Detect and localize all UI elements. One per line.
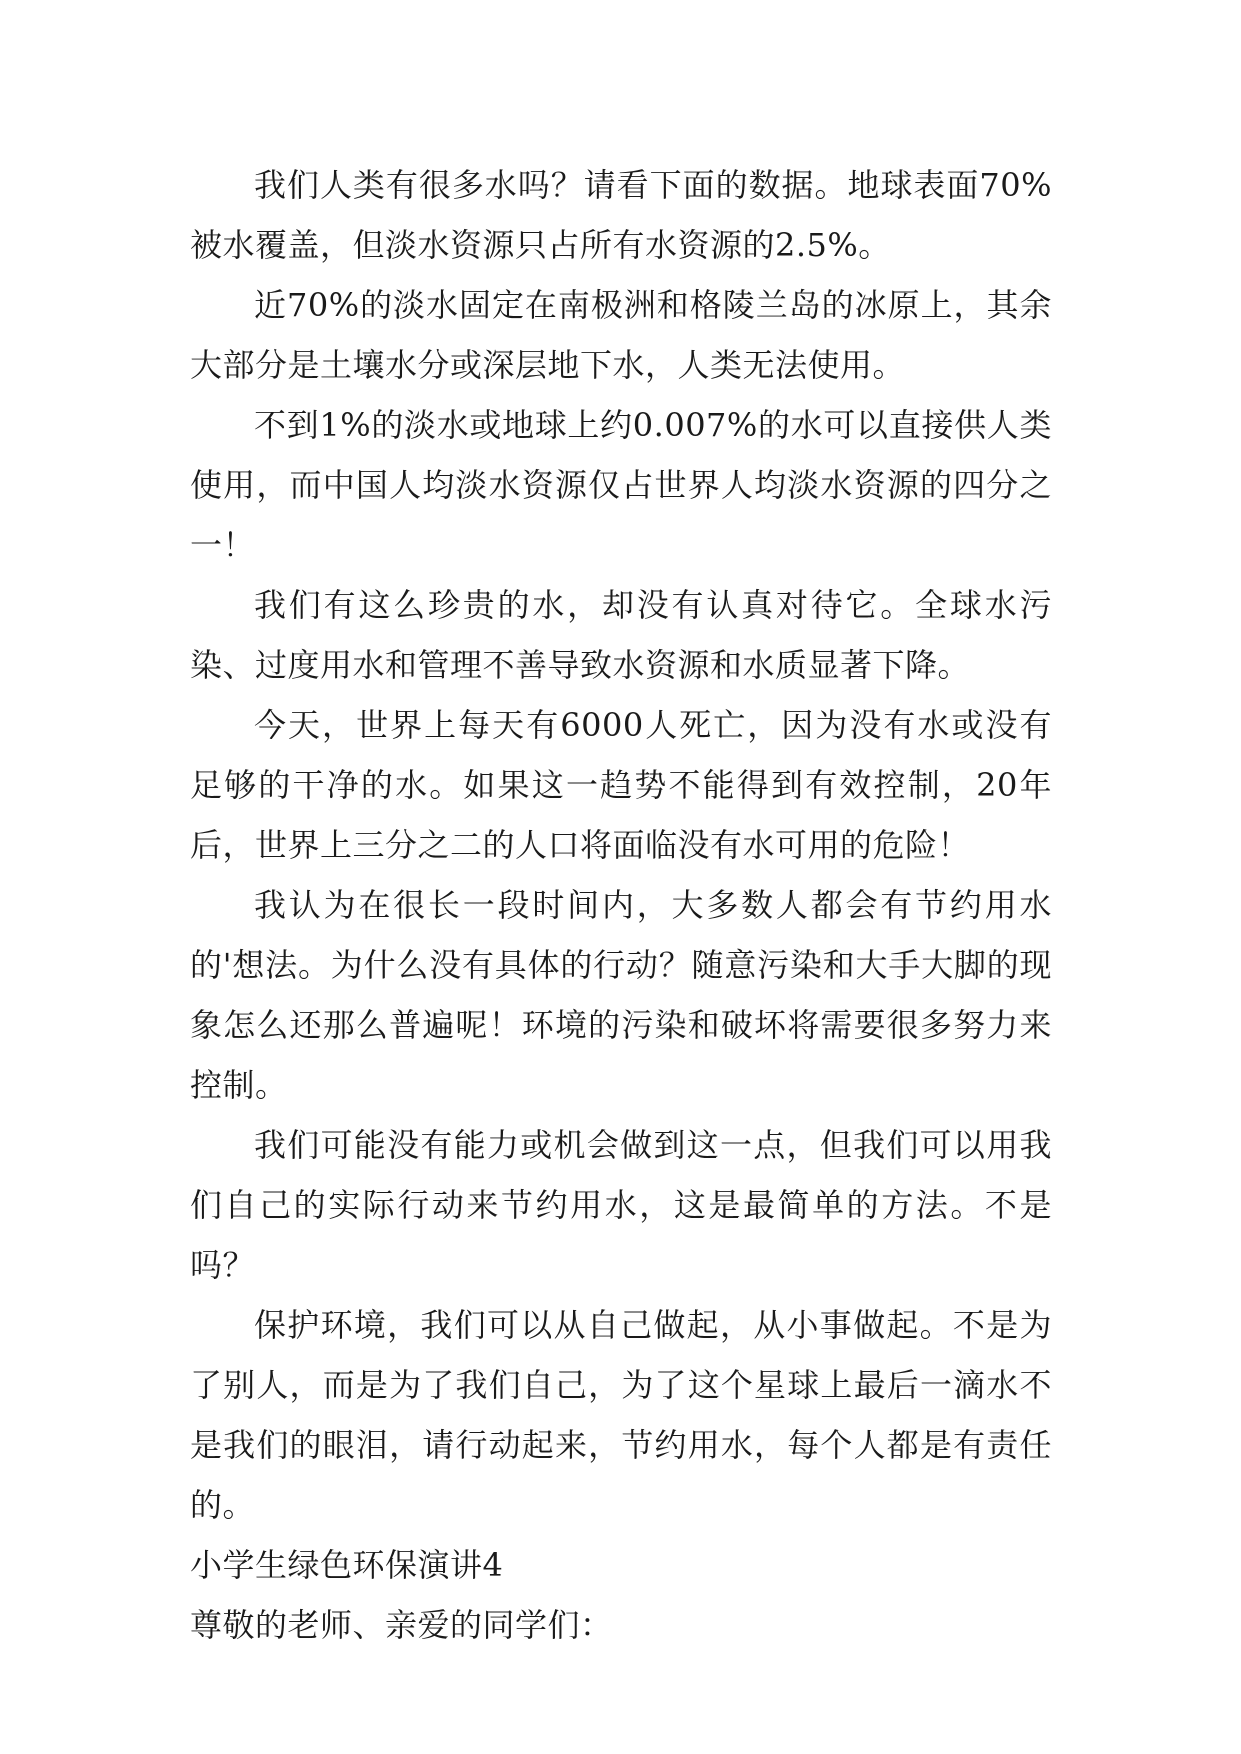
salutation: 尊敬的老师、亲爱的同学们： [190,1606,613,1644]
paragraph-deaths: 今天，世界上每天有6000人死亡，因为没有水或没有足够的干净的水。如果这一趋势不能得到有效控制，20年后，世界上三分之二的人口将面临没有水可用的危险！ [190,706,1052,864]
paragraph-no-action: 我认为在很长一段时间内，大多数人都会有节约用水的'想法。为什么没有具体的行动？随意污染和大手大脚的现象怎么还那么普遍呢！环境的污染和破坏将需要很多努力来控制。 [190,886,1052,1104]
document-body [190,155,1052,1655]
paragraph-protect-environment: 保护环境，我们可以从自己做起，从小事做起。不是为了别人，而是为了我们自己，为了这个星球上最后一滴水不是我们的眼泪，请行动起来，节约用水，每个人都是有责任的。 [190,1306,1052,1524]
paragraph-water-pollution: 我们有这么珍贵的水，却没有认真对待它。全球水污染、过度用水和管理不善导致水资源和水质显著下降。 [190,586,1052,684]
paragraph-usable-water: 不到1%的淡水或地球上约0.007%的水可以直接供人类使用，而中国人均淡水资源仅占世界人均淡水资源的四分之一！ [190,406,1052,564]
paragraph-water-data: 我们人类有很多水吗？请看下面的数据。地球表面70%被水覆盖，但淡水资源只占所有水资源的2.5%。 [190,166,1052,264]
paragraph-freshwater-ice: 近70%的淡水固定在南极洲和格陵兰岛的冰原上，其余大部分是土壤水分或深层地下水，人类无法使用。 [190,286,1052,384]
section-title: 小学生绿色环保演讲4 [190,1546,504,1584]
paragraph-save-water: 我们可能没有能力或机会做到这一点，但我们可以用我们自己的实际行动来节约用水，这是最简单的方法。不是吗？ [190,1126,1052,1284]
